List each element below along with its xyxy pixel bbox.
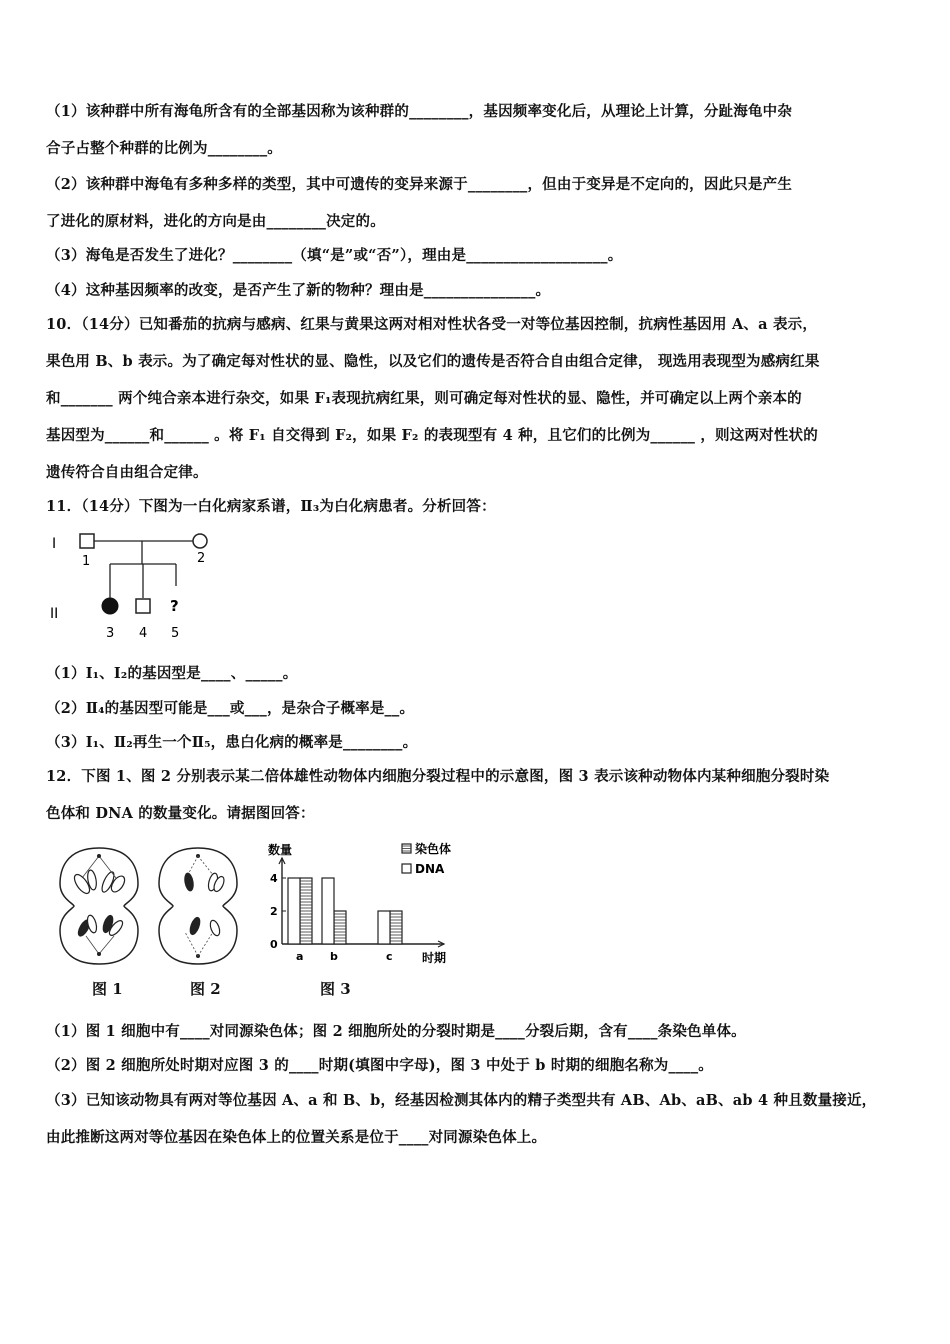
figure-1-label: 图 1 [92,980,123,998]
q12-sub3-line2: 由此推断这两对等位基因在染色体上的位置关系是位于____对同源染色体上。 [46,1129,547,1146]
bar-dna [288,878,300,944]
label-ii3: 3 [106,626,115,641]
figure-2-cell-diagram [155,844,241,968]
q9-part4: （4）这种基因频率的改变，是否产生了新的物种？理由是_______________。 [46,282,551,299]
female-symbol-i2 [193,534,207,548]
q11-sub1: （1）Ⅰ₁、Ⅰ₂的基因型是____、_____。 [46,665,298,682]
q10-line2: 果色用 B、b 表示。为了确定每对性状的显、隐性，以及它们的遗传是否符合自由组合定律， 现选用表现型为感病红果 [46,353,820,370]
bar-chromosome [334,911,346,944]
q10-line3: 和_______ 两个纯合亲本进行杂交，如果 F₁表现抗病红果，则可确定每对性状的显、隐性，并可确定以上两个亲本的 [46,390,802,407]
q12-sub1: （1）图 1 细胞中有____对同源染色体；图 2 细胞所处的分裂时期是____分裂后期，含有____条染色单体。 [46,1023,746,1040]
bar-dna [322,878,334,944]
q9-part2-line1: （2）该种群中海龟有多种多样的类型，其中可遗传的变异来源于________，但由于变异是不定向的，因此只是产生 [46,176,793,193]
figure-2-label: 图 2 [190,980,221,998]
q12-line1: 12．下图 1、图 2 分别表示某二倍体雄性动物体内细胞分裂过程中的示意图，图 3 表示该种动物体内某种细胞分裂时染 [46,768,830,785]
x-tick-label: a [296,950,304,963]
generation-one-label: I [52,536,57,552]
q10-line5: 遗传符合自由组合定律。 [46,464,208,481]
y-tick-label: 2 [270,905,278,918]
x-axis-title: 时期 [422,951,447,965]
q12-sub3-line1: （3）已知该动物具有两对等位基因 A、a 和 B、b，经基因检测其体内的精子类型共有 AB、Ab、aB、ab 4 种且数量接近， [46,1092,877,1109]
bar-chromosome [390,911,402,944]
figure-1-cell-diagram [56,844,142,968]
y-tick-label: 4 [270,872,278,885]
label-i2: 2 [197,551,206,566]
legend-label-dna: DNA [415,862,445,876]
male-symbol-ii4 [136,599,150,613]
x-tick-label: c [386,950,393,963]
y-axis-title: 数量 [268,843,293,857]
legend-swatch-dna [402,864,411,873]
q12-sub2: （2）图 2 细胞所处时期对应图 3 的____时期(填图中字母)，图 3 中处于 b 时期的细胞名称为____。 [46,1057,713,1074]
q9-part3: （3）海龟是否发生了进化？________（填“是”或“否”），理由是___________________。 [46,247,623,264]
q11-title: 11．（14分）下图为一白化病家系谱，Ⅱ₃为白化病患者。分析回答： [46,498,496,515]
figure-3-label: 图 3 [320,980,351,998]
pedigree-chart [44,528,244,646]
figure-3-bar-chart [262,836,472,970]
generation-two-label: II [50,606,59,622]
legend-label-chromosome: 染色体 [415,842,452,856]
q12-line2: 色体和 DNA 的数量变化。请据图回答： [46,805,315,822]
q10-line1: 10．（14分）已知番茄的抗病与感病、红果与黄果这两对相对性状各受一对等位基因控制，抗病性基因用 A、a 表示， [46,316,818,333]
q10-line4: 基因型为______和______ 。将 F₁ 自交得到 F₂，如果 F₂ 的表现型有 4 种，且它们的比例为______ ，则这两对性状的 [46,427,818,444]
q11-sub2: （2）Ⅱ₄的基因型可能是___或___，是杂合子概率是__。 [46,700,415,717]
q9-part1-line2: 合子占整个种群的比例为________。 [46,140,282,157]
q9-part1-line1: （1）该种群中所有海龟所含有的全部基因称为该种群的________，基因频率变化后，从理论上计算，分趾海龟中杂 [46,103,793,120]
label-ii4: 4 [139,626,148,641]
label-ii5: 5 [171,626,180,641]
affected-female-ii3 [102,598,118,614]
male-symbol-i1 [80,534,94,548]
q11-sub3: （3）Ⅰ₁、Ⅱ₂再生一个Ⅱ₅，患白化病的概率是________。 [46,734,418,751]
bar-dna [378,911,390,944]
x-tick-label: b [330,950,338,963]
q9-part2-line2: 了进化的原材料，进化的方向是由________决定的。 [46,213,385,230]
y-tick-label: 0 [270,938,278,951]
label-i1: 1 [82,554,91,569]
unknown-symbol-ii5: ? [170,597,179,615]
